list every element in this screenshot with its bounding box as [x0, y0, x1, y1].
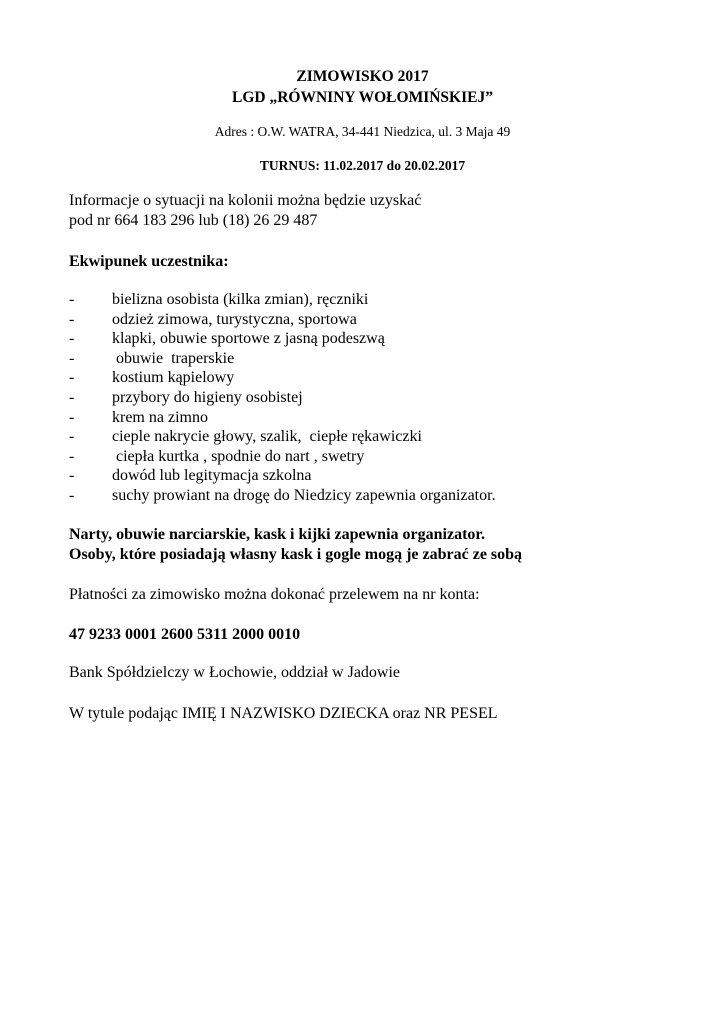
- list-bullet: -: [69, 428, 75, 446]
- list-bullet: -: [69, 369, 75, 387]
- document-subtitle: LGD „RÓWNINY WOŁOMIŃSKIEJ”: [232, 89, 493, 106]
- payment-intro: Płatności za zimowisko można dokonać przelewem na nr konta:: [69, 586, 480, 603]
- list-bullet: -: [69, 486, 75, 504]
- list-item-text: suchy prowiant na drogę do Niedzicy zapewnia organizator.: [112, 486, 496, 504]
- list-item-text: cieple nakrycie głowy, szalik, ciepłe rękawiczki: [112, 428, 422, 446]
- list-item-text: odzież zimowa, turystyczna, sportowa: [112, 310, 357, 328]
- turnus-dates: TURNUS: 11.02.2017 do 20.02.2017: [259, 158, 466, 173]
- equipment-heading: Ekwipunek uczestnika:: [69, 253, 229, 270]
- list-bullet: -: [69, 330, 75, 348]
- bank-name: Bank Spółdzielczy w Łochowie, oddział w Jadowie: [69, 664, 401, 681]
- organizer-note: Narty, obuwie narciarskie, kask i kijki zapewnia organizator.: [69, 526, 486, 543]
- list-bullet: -: [69, 388, 75, 406]
- own-gear-note: Osoby, które posiadają własny kask i gogle mogą je zabrać ze sobą: [69, 546, 523, 563]
- list-item-text: krem na zimno: [112, 408, 208, 426]
- list-item-text: klapki, obuwie sportowe z jasną podeszwą: [112, 330, 385, 348]
- list-item-text: bielizna osobista (kilka zmian), ręczniki: [112, 291, 369, 308]
- list-bullet: -: [69, 310, 75, 328]
- list-item-text: kostium kąpielowy: [112, 369, 235, 387]
- info-line-1: Informacje o sytuacji na kolonii można będzie uzyskać: [69, 192, 422, 209]
- list-bullet: -: [69, 467, 75, 485]
- list-item-text: ciepła kurtka , spodnie do nart , swetry: [112, 447, 365, 465]
- list-bullet: -: [69, 349, 75, 367]
- list-bullet: -: [69, 447, 75, 465]
- list-item-text: obuwie traperskie: [112, 349, 235, 367]
- info-line-2: pod nr 664 183 296 lub (18) 26 29 487: [69, 212, 318, 229]
- transfer-title-note: W tytule podając IMIĘ I NAZWISKO DZIECKA oraz NR PESEL: [69, 705, 498, 722]
- address-line: Adres : O.W. WATRA, 34-441 Niedzica, ul. 3 Maja 49: [214, 124, 511, 139]
- bank-account-number: 47 9233 0001 2600 5311 2000 0010: [69, 626, 301, 643]
- list-item-text: dowód lub legitymacja szkolna: [112, 467, 312, 485]
- list-bullet: -: [69, 408, 75, 426]
- document-title: ZIMOWISKO 2017: [296, 68, 429, 85]
- list-item-text: przybory do higieny osobistej: [112, 388, 303, 406]
- list-bullet: -: [69, 291, 75, 308]
